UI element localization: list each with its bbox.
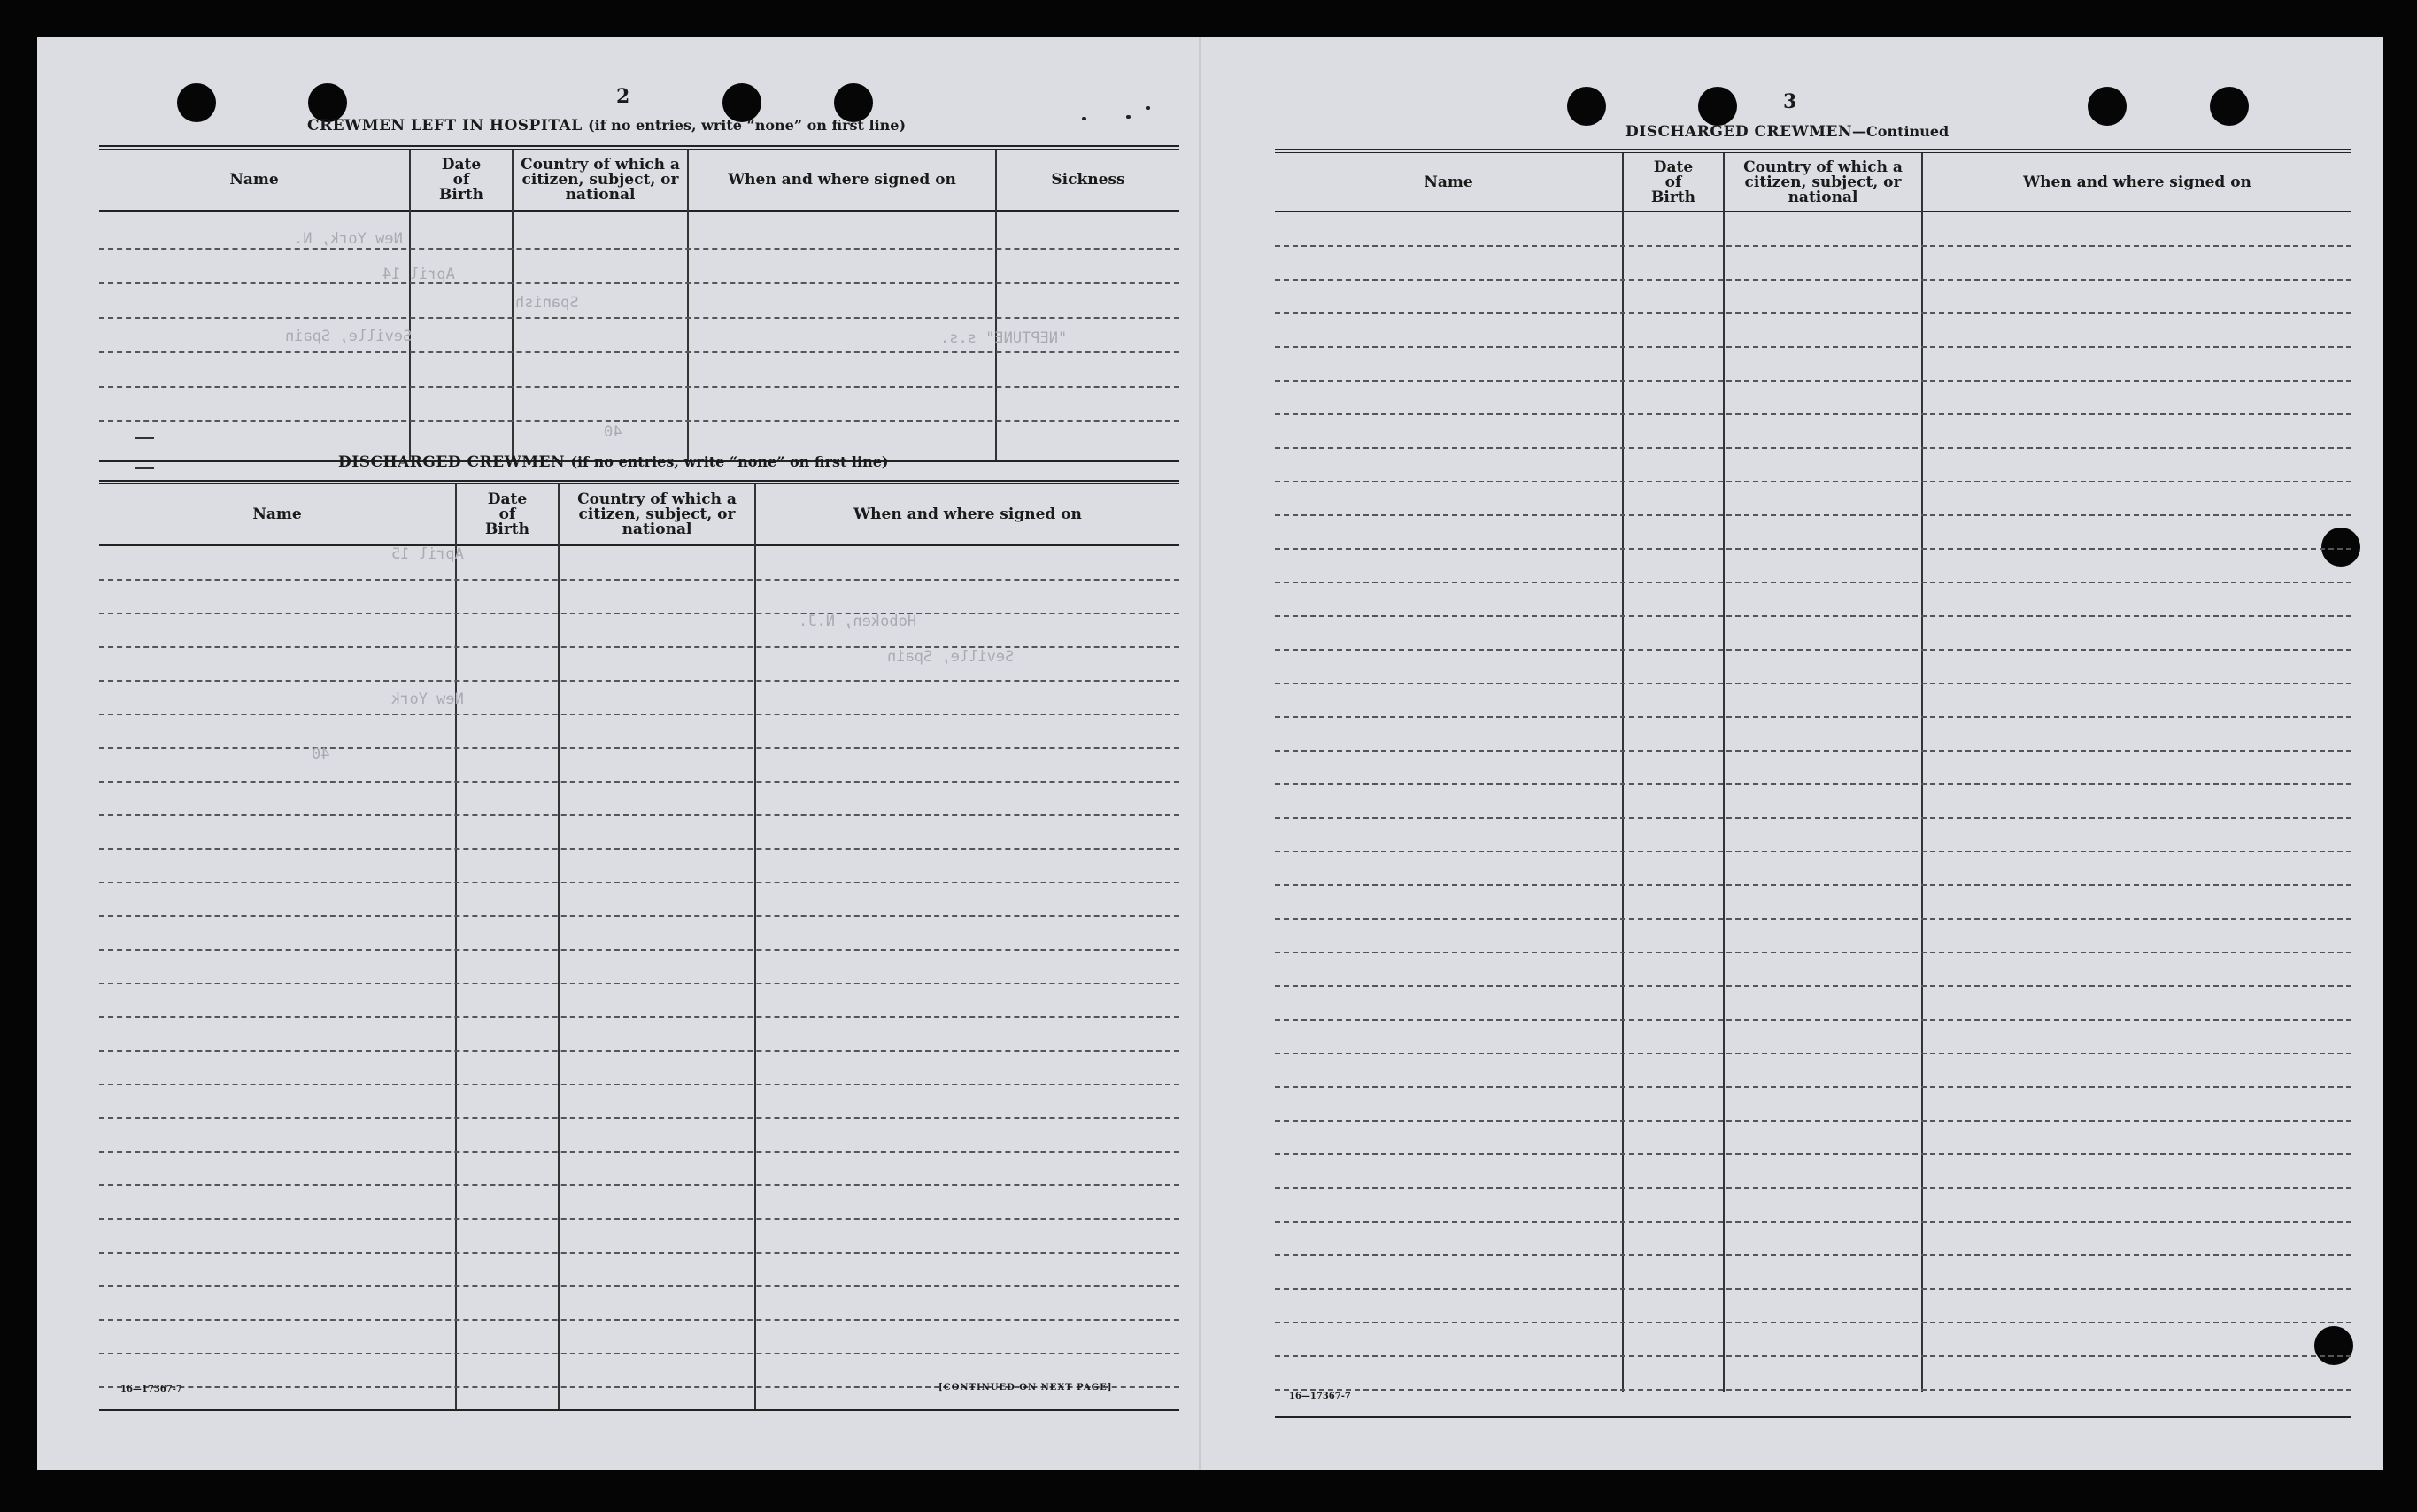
discharged-table <box>99 480 1179 1413</box>
table-row-line <box>1275 279 2351 281</box>
bleed-through-text: 40 <box>604 423 622 441</box>
table-row-line <box>99 781 1179 783</box>
table-row-line <box>99 248 1179 250</box>
table-row-line <box>1275 615 2351 617</box>
table-row-line <box>1275 1288 2351 1290</box>
table-row-line <box>1275 548 2351 550</box>
table-row-line <box>1275 851 2351 852</box>
table-row-line <box>99 814 1179 816</box>
table-header-rule <box>99 210 1179 212</box>
table-row-line <box>1275 1187 2351 1189</box>
table-row-line <box>1275 447 2351 449</box>
discharged-continued-table <box>1275 149 2351 1420</box>
ink-speck <box>1146 106 1150 110</box>
bleed-through-text: New York, N. <box>294 230 403 248</box>
bleed-through-text: Hoboken, N.J. <box>799 613 917 630</box>
page-number-right: 3 <box>1783 90 1797 113</box>
table-row-line <box>99 282 1179 284</box>
table-row-line <box>99 646 1179 648</box>
table-row-line <box>99 1252 1179 1254</box>
table-row-line <box>1275 952 2351 953</box>
table-row-line <box>99 949 1179 951</box>
table-row-line <box>99 1016 1179 1018</box>
form-number-right: 16—17367-7 <box>1289 1392 1351 1401</box>
table-row-line <box>1275 1053 2351 1054</box>
table-top-rule <box>1275 149 2351 153</box>
hospital-title-text: CREWMEN LEFT IN HOSPITAL <box>307 117 583 135</box>
table-row-line <box>99 1319 1179 1321</box>
hospital-header-dob: Date of Birth <box>439 155 483 204</box>
table-bottom-rule <box>1275 1416 2351 1418</box>
table-row-line <box>1275 346 2351 348</box>
table-row-line <box>99 1353 1179 1354</box>
bleed-through-text: Seville, Spain <box>285 328 413 345</box>
hospital-header-sickness: Sickness <box>1051 170 1125 189</box>
table-row-line <box>99 714 1179 715</box>
table-bottom-rule <box>99 1409 1179 1411</box>
table-row-line <box>1275 918 2351 920</box>
table-row-line <box>99 420 1179 422</box>
continued-header-dob: Date of Birth <box>1651 158 1695 206</box>
table-row-line <box>99 915 1179 917</box>
table-top-rule <box>99 480 1179 484</box>
bleed-through-text: Spanish <box>515 294 579 312</box>
table-row-line <box>99 1050 1179 1052</box>
table-row-line <box>99 983 1179 984</box>
hospital-table <box>99 145 1179 464</box>
table-row-line <box>99 848 1179 850</box>
table-row-line <box>1275 1355 2351 1357</box>
table-row-line <box>1275 716 2351 718</box>
bleed-through-text: Seville, Spain <box>887 648 1015 666</box>
bleed-through-text: April 15 <box>391 545 464 563</box>
column-divider <box>1622 153 1624 1392</box>
bleed-through-text: New York <box>391 690 464 708</box>
column-divider <box>455 484 457 1409</box>
discharged-header-dob: Date of Birth <box>485 490 529 538</box>
discharged-continued-suffix: —Continued <box>1852 123 1950 140</box>
hospital-header-country: Country of which a citizen, subject, or national <box>521 155 680 204</box>
column-divider <box>754 484 756 1409</box>
bleed-through-text: "NEPTUNE" s.s. <box>940 329 1068 347</box>
hospital-header-signed-on: When and where signed on <box>728 170 956 189</box>
discharged-header-name: Name <box>252 505 302 523</box>
continued-note: [CONTINUED ON NEXT PAGE] <box>938 1383 1113 1392</box>
punch-hole <box>2088 87 2127 126</box>
margin-tick <box>135 467 154 469</box>
table-row-line <box>99 351 1179 353</box>
table-row-line <box>99 317 1179 319</box>
punch-hole <box>2210 87 2249 126</box>
table-row-line <box>1275 1322 2351 1323</box>
document-sheet <box>37 37 2383 1470</box>
table-row-line <box>99 386 1179 388</box>
continued-header-country: Country of which a citizen, subject, or national <box>1743 158 1903 206</box>
table-row-line <box>99 579 1179 581</box>
table-row-line <box>1275 683 2351 684</box>
table-row-line <box>1275 1221 2351 1223</box>
table-row-line <box>1275 884 2351 886</box>
discharged-header-country: Country of which a citizen, subject, or national <box>577 490 737 538</box>
table-row-line <box>99 1218 1179 1220</box>
table-row-line <box>99 1184 1179 1186</box>
column-divider <box>558 484 560 1409</box>
punch-hole <box>177 83 216 122</box>
discharged-title-text: DISCHARGED CREWMEN <box>338 453 566 471</box>
table-row-line <box>99 747 1179 749</box>
table-row-line <box>1275 1019 2351 1021</box>
table-row-line <box>1275 413 2351 415</box>
table-row-line <box>1275 582 2351 583</box>
table-row-line <box>99 882 1179 883</box>
table-row-line <box>1275 380 2351 382</box>
discharged-continued-title-text: DISCHARGED CREWMEN <box>1625 123 1853 141</box>
table-row-line <box>1275 985 2351 987</box>
discharged-continued-title <box>1625 123 1949 141</box>
table-row-line <box>99 1117 1179 1119</box>
hospital-section-title <box>307 117 906 135</box>
form-number-left: 16—17367-7 <box>120 1385 182 1394</box>
column-divider <box>1921 153 1923 1392</box>
table-row-line <box>99 613 1179 614</box>
page-number-left: 2 <box>616 85 630 108</box>
table-row-line <box>1275 1120 2351 1122</box>
table-row-line <box>1275 750 2351 752</box>
bleed-through-text: 40 <box>312 745 330 763</box>
table-header-rule <box>1275 211 2351 212</box>
table-row-line <box>99 1084 1179 1085</box>
table-row-line <box>1275 1086 2351 1088</box>
table-row-line <box>1275 481 2351 482</box>
column-divider <box>1723 153 1725 1392</box>
continued-header-signed-on: When and where signed on <box>2023 173 2251 191</box>
table-top-rule <box>99 145 1179 150</box>
punch-hole <box>1567 87 1606 126</box>
table-row-line <box>99 1285 1179 1287</box>
table-row-line <box>99 1151 1179 1153</box>
discharged-section-title <box>338 453 888 471</box>
table-row-line <box>1275 1153 2351 1155</box>
table-row-line <box>99 680 1179 682</box>
hospital-header-name: Name <box>229 170 279 189</box>
table-row-line <box>1275 783 2351 785</box>
continued-header-name: Name <box>1424 173 1473 191</box>
bleed-through-text: April 14 <box>382 266 455 283</box>
ink-speck <box>1126 115 1131 119</box>
margin-tick <box>135 437 154 439</box>
discharged-title-note: (if no entries, write “none” on first line) <box>570 453 889 470</box>
table-header-rule <box>99 544 1179 546</box>
table-row-line <box>1275 817 2351 819</box>
hospital-title-note: (if no entries, write “none” on first line) <box>588 117 907 134</box>
page-fold <box>1199 37 1201 1470</box>
table-row-line <box>1275 1254 2351 1256</box>
ink-speck <box>1082 117 1086 120</box>
table-row-line <box>1275 514 2351 516</box>
table-row-line <box>1275 245 2351 247</box>
table-row-line <box>1275 312 2351 314</box>
table-row-line <box>1275 649 2351 651</box>
discharged-header-signed-on: When and where signed on <box>853 505 1082 523</box>
punch-hole <box>1698 87 1737 126</box>
table-row-line <box>1275 1389 2351 1391</box>
